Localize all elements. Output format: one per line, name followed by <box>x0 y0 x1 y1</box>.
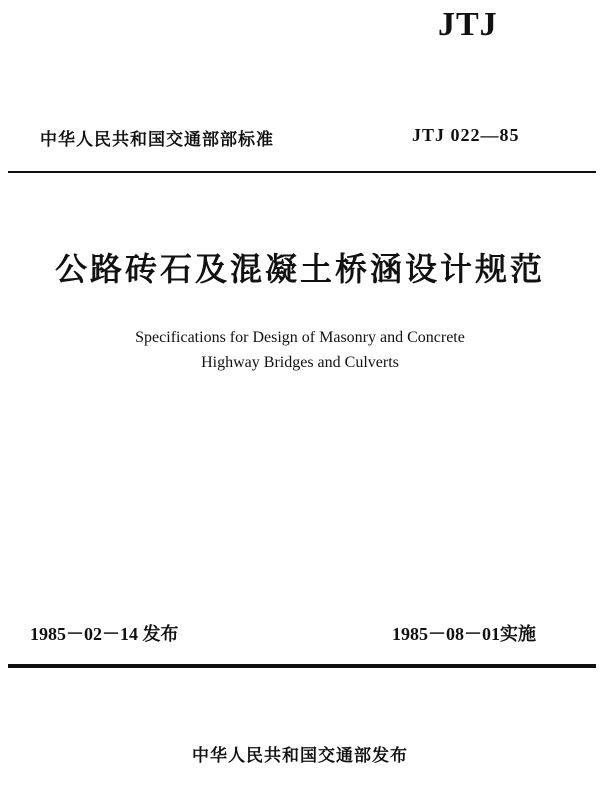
top-divider <box>8 171 596 173</box>
standard-number: JTJ 022—85 <box>412 125 520 145</box>
document-title-english <box>0 325 600 375</box>
document-title-chinese: 公路砖石及混凝土桥涵设计规范 <box>54 250 545 288</box>
bottom-divider <box>8 664 596 668</box>
category-code-mark: JTJ <box>438 6 498 43</box>
issuer-heading: 中华人民共和国交通部部标准 <box>40 130 274 150</box>
issue-date: 1985－02－14 发布 <box>30 624 179 644</box>
english-title-line-1: Specifications for Design of Masonry and Concrete <box>135 329 465 346</box>
effective-date: 1985－08－01实施 <box>392 624 536 644</box>
publisher-line: 中华人民共和国交通部发布 <box>192 746 408 766</box>
english-title-line-2: Highway Bridges and Culverts <box>201 354 399 371</box>
